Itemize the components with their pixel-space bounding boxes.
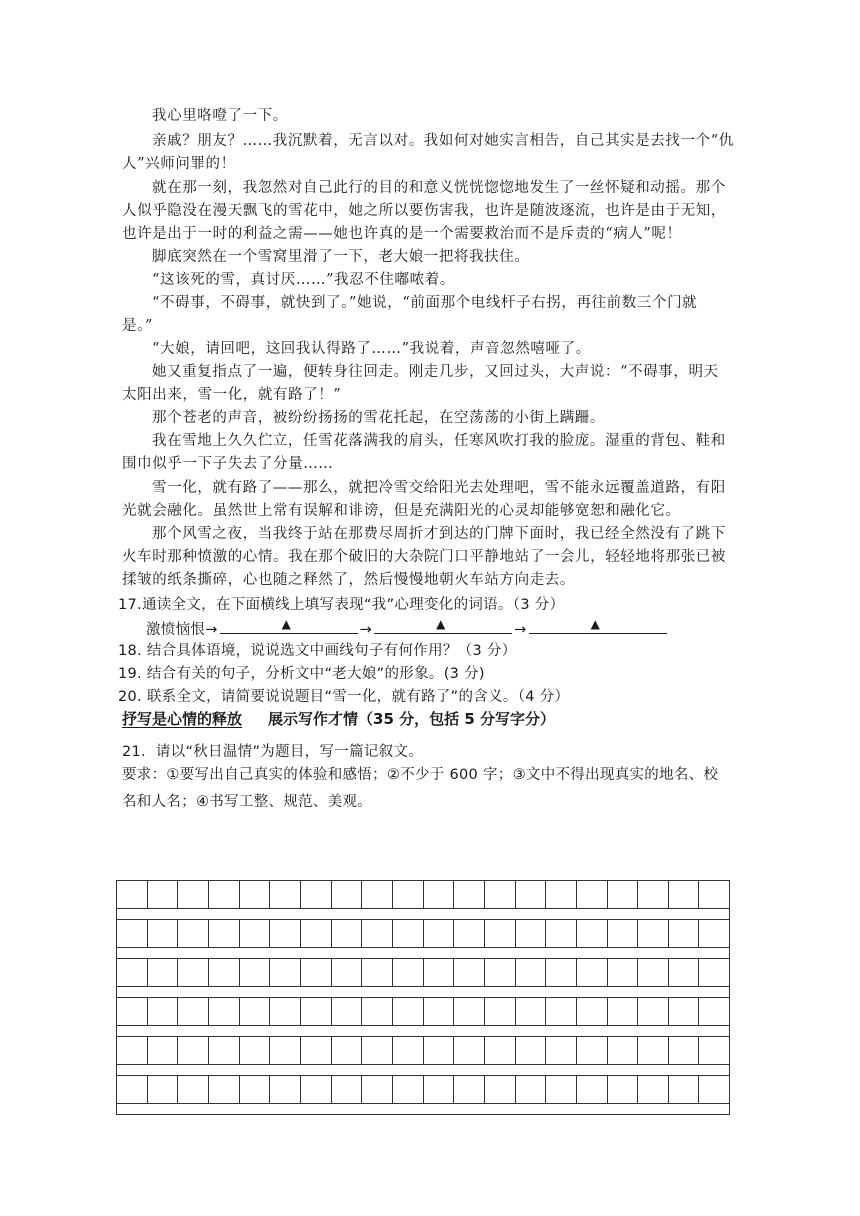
grid-cell[interactable] [362,959,393,986]
grid-cell[interactable] [240,1076,271,1103]
grid-cell[interactable] [117,1037,148,1064]
grid-cell[interactable] [454,881,485,908]
grid-cell[interactable] [148,920,179,947]
section-subtitle: 展示写作才情（35 分，包括 5 分写字分） [268,710,555,728]
grid-cell[interactable] [608,881,639,908]
grid-cell[interactable] [669,920,700,947]
grid-cell[interactable] [117,920,148,947]
grid-cell[interactable] [148,1037,179,1064]
grid-cell[interactable] [301,959,332,986]
grid-bottom-border [116,1114,730,1115]
grid-cell[interactable] [485,959,516,986]
grid-cell[interactable] [516,1037,547,1064]
grid-cell[interactable] [608,959,639,986]
passage-line: 是。” [122,318,153,334]
passage-line: “大娘，请回吧，这回我认得路了……”我说着，声音忽然嘻哑了。 [152,341,591,357]
passage-line: 太阳出来，雪一化，就有路了！” [122,387,342,403]
grid-row[interactable] [117,1037,729,1065]
grid-row[interactable] [117,1076,729,1104]
grid-cell[interactable] [301,998,332,1025]
grid-cell[interactable] [362,998,393,1025]
grid-cell[interactable] [577,1037,608,1064]
grid-band [116,1075,730,1114]
grid-cell[interactable] [546,920,577,947]
triangle-marker-icon: ▲ [281,617,292,631]
grid-cell[interactable] [638,998,669,1025]
grid-cell[interactable] [577,998,608,1025]
grid-band [116,997,730,1036]
grid-cell[interactable] [393,1076,424,1103]
grid-cell[interactable] [117,959,148,986]
grid-cell[interactable] [424,920,455,947]
grid-cell[interactable] [393,1037,424,1064]
grid-row[interactable] [117,920,729,948]
grid-cell[interactable] [454,998,485,1025]
question-21-prompt: 21．请以“秋日温情”为题目，写一篇记叙文。 [122,744,424,760]
grid-cell[interactable] [699,1076,729,1103]
grid-cell[interactable] [669,881,700,908]
grid-cell[interactable] [546,959,577,986]
grid-cell[interactable] [516,1076,547,1103]
grid-cell[interactable] [516,881,547,908]
grid-cell[interactable] [638,920,669,947]
grid-cell[interactable] [148,959,179,986]
grid-cell[interactable] [209,959,240,986]
grid-cell[interactable] [270,920,301,947]
passage-line: 亲戚？朋友？……我沉默着，无言以对。我如何对她实言相告，自己其实是去找一个“仇 [152,133,734,149]
grid-cell[interactable] [516,920,547,947]
question-21-requirements: 名和人名；④书写工整、规范、美观。 [122,794,373,810]
grid-cell[interactable] [301,1076,332,1103]
grid-row[interactable] [117,959,729,987]
grid-cell[interactable] [485,998,516,1025]
composition-grid[interactable] [116,880,730,1115]
grid-cell[interactable] [332,998,363,1025]
grid-cell[interactable] [148,998,179,1025]
passage-line: 我在雪地上久久伫立，任雪花落满我的肩头，任寒风吹打我的脸庞。湿重的背包、鞋和 [152,433,726,449]
grid-cell[interactable] [117,881,148,908]
section-heading [122,708,555,730]
grid-cell[interactable] [454,920,485,947]
grid-cell[interactable] [638,959,669,986]
grid-cell[interactable] [454,1037,485,1064]
grid-cell[interactable] [332,959,363,986]
passage-line: “不碍事，不碍事，就快到了。”她说，“前面那个电线杆子右拐，再往前数三个门就 [152,295,698,311]
grid-cell[interactable] [608,1076,639,1103]
grid-cell[interactable] [699,959,729,986]
grid-cell[interactable] [209,920,240,947]
grid-cell[interactable] [178,1037,209,1064]
grid-cell[interactable] [546,1037,577,1064]
grid-cell[interactable] [270,998,301,1025]
grid-cell[interactable] [699,1037,729,1064]
grid-cell[interactable] [240,959,271,986]
grid-cell[interactable] [516,959,547,986]
grid-cell[interactable] [332,1037,363,1064]
grid-cell[interactable] [669,959,700,986]
grid-cell[interactable] [362,1076,393,1103]
grid-row[interactable] [117,881,729,909]
grid-cell[interactable] [301,1037,332,1064]
grid-cell[interactable] [178,959,209,986]
answer-blank[interactable] [220,617,358,634]
grid-cell[interactable] [209,998,240,1025]
passage-line: 火车时那种愤激的心情。我在那个破旧的大杂院门口平静地站了一会儿，轻轻地将那张已被 [122,549,726,565]
grid-cell[interactable] [117,998,148,1025]
passage-line: 就在那一刻，我忽然对自己此行的目的和意义恍恍惚惚地发生了一丝怀疑和动摇。那个 [152,180,726,196]
grid-cell[interactable] [485,1076,516,1103]
grid-cell[interactable] [669,998,700,1025]
passage-line: 也许是出于一时的利益之需——她也许真的是一个需要救治而不是斥责的“病人”呢！ [122,226,682,242]
question-17-answer-line [146,617,669,641]
triangle-marker-icon: ▲ [590,617,601,631]
grid-cell[interactable] [393,998,424,1025]
grid-cell[interactable] [178,881,209,908]
grid-cell[interactable] [148,1076,179,1103]
grid-cell[interactable] [301,881,332,908]
section-title: 抒写是心情的释放 [122,710,243,728]
grid-cell[interactable] [332,920,363,947]
passage-line: “这该死的雪，真讨厌……”我忍不住嘟哝着。 [152,272,455,288]
passage-line: 围巾似乎一下子失去了分量…… [122,456,334,472]
grid-cell[interactable] [424,959,455,986]
grid-band [116,958,730,997]
grid-cell[interactable] [178,998,209,1025]
grid-cell[interactable] [332,881,363,908]
grid-cell[interactable] [209,1076,240,1103]
grid-band [116,1036,730,1075]
grid-cell[interactable] [577,920,608,947]
grid-cell[interactable] [240,920,271,947]
grid-cell[interactable] [516,998,547,1025]
grid-cell[interactable] [699,881,729,908]
passage-line: 人似乎隐没在漫天飘飞的雪花中，她之所以要伤害我，也许是随波逐流，也许是由于无知， [122,203,726,219]
grid-cell[interactable] [362,881,393,908]
grid-cell[interactable] [699,998,729,1025]
grid-cell[interactable] [485,1037,516,1064]
grid-cell[interactable] [117,1076,148,1103]
grid-cell[interactable] [393,881,424,908]
passage-line: 人”兴师问罪的！ [122,156,236,172]
grid-cell[interactable] [332,1076,363,1103]
grid-row[interactable] [117,998,729,1026]
grid-cell[interactable] [301,920,332,947]
passage-line: 那个风雪之夜，当我终于站在那费尽周折才到达的门牌下面时，我已经全然没有了跳下 [152,526,726,542]
grid-cell[interactable] [608,920,639,947]
grid-cell[interactable] [424,881,455,908]
answer-blank[interactable] [529,617,667,634]
grid-cell[interactable] [209,1037,240,1064]
grid-cell[interactable] [240,881,271,908]
grid-cell[interactable] [393,920,424,947]
grid-cell[interactable] [608,1037,639,1064]
grid-cell[interactable] [638,1076,669,1103]
grid-cell[interactable] [424,998,455,1025]
grid-cell[interactable] [546,881,577,908]
passage-line: 雪一化，就有路了——那么，就把冷雪交给阳光去处理吧，雪不能永远覆盖道路，有阳 [152,480,726,496]
grid-cell[interactable] [178,920,209,947]
arrow-icon: → [514,622,527,638]
grid-cell[interactable] [669,1076,700,1103]
passage-line: 脚底突然在一个雪窝里滑了一下，老大娘一把将我扶住。 [152,249,530,265]
passage-line: 揉皱的纸条撕碎，心也随之释然了，然后慢慢地朝火车站方向走去。 [122,572,575,588]
grid-cell[interactable] [577,959,608,986]
grid-cell[interactable] [546,1076,577,1103]
passage-line: 那个苍老的声音，被纷纷扬扬的雪花托起，在空荡荡的小街上蹒跚。 [152,410,605,426]
grid-cell[interactable] [240,1037,271,1064]
grid-cell[interactable] [669,1037,700,1064]
answer-blank[interactable] [374,617,512,634]
grid-cell[interactable] [240,998,271,1025]
grid-cell[interactable] [178,1076,209,1103]
grid-cell[interactable] [638,1037,669,1064]
triangle-marker-icon: ▲ [436,617,446,631]
grid-cell[interactable] [209,881,240,908]
question-18: 18. 结合具体语境，说说选文中画线句子有何作用？（3 分） [118,643,517,659]
grid-cell[interactable] [148,881,179,908]
arrow-icon: → [359,622,373,638]
grid-cell[interactable] [362,920,393,947]
passage-line: 她又重复指点了一遍，便转身往回走。刚走几步，又回过头，大声说：“不碍事，明天 [152,364,719,380]
grid-cell[interactable] [546,998,577,1025]
grid-cell[interactable] [454,1076,485,1103]
grid-cell[interactable] [424,1037,455,1064]
grid-cell[interactable] [270,1037,301,1064]
grid-cell[interactable] [270,959,301,986]
question-20: 20. 联系全文，请简要说说题目“雪一化，就有路了”的含义。（4 分） [118,689,570,705]
passage-line: 光就会融化。虽然世上常有误解和诽谤，但是充满阳光的心灵却能够宽恕和融化它。 [122,503,681,519]
grid-cell[interactable] [608,998,639,1025]
passage-line: 我心里咯噔了一下。 [152,108,288,124]
grid-cell[interactable] [362,1037,393,1064]
grid-cell[interactable] [424,1076,455,1103]
grid-cell[interactable] [577,1076,608,1103]
grid-cell[interactable] [393,959,424,986]
grid-band [116,880,730,919]
grid-cell[interactable] [270,881,301,908]
grid-band [116,919,730,958]
grid-cell[interactable] [577,881,608,908]
answer-start-word: 激愤恼恨→ [146,622,218,638]
question-17: 17.通读全文，在下面横线上填写表现“我”心理变化的词语。（3 分） [118,597,565,613]
grid-cell[interactable] [638,881,669,908]
grid-cell[interactable] [699,920,729,947]
grid-cell[interactable] [485,920,516,947]
grid-cell[interactable] [485,881,516,908]
grid-cell[interactable] [454,959,485,986]
question-19: 19. 结合有关的句子，分析文中“老大娘”的形象。(3 分) [118,666,485,682]
question-21-requirements: 要求：①要写出自己真实的体验和感悟；②不少于 600 字；③文中不得出现真实的地名、校 [122,767,719,783]
grid-cell[interactable] [270,1076,301,1103]
